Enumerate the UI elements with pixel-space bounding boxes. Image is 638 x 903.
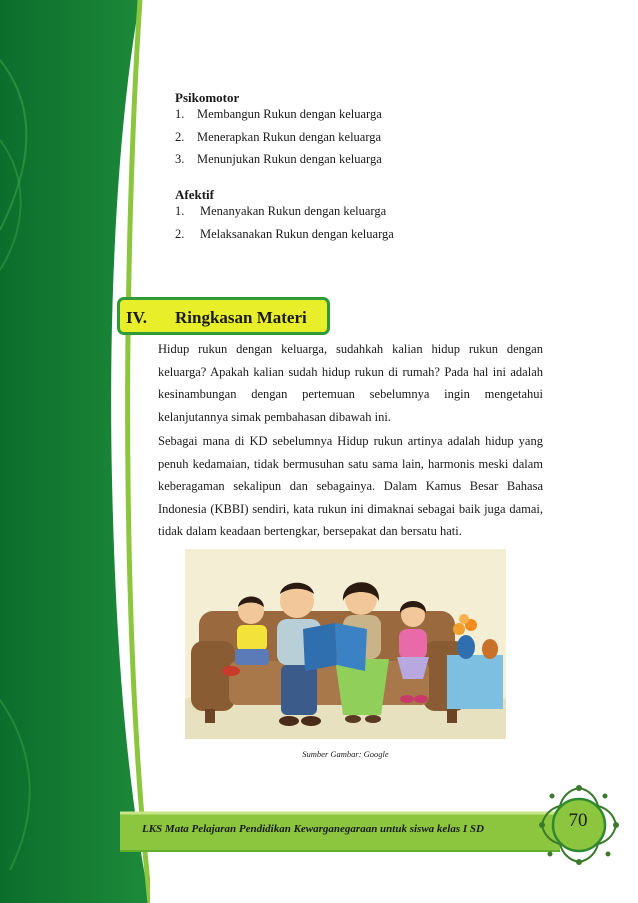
afektif-list bbox=[175, 200, 394, 245]
left-decorative-band bbox=[0, 0, 150, 903]
list-text: Membangun Rukun dengan keluarga bbox=[197, 107, 382, 121]
psikomotor-heading: Psikomotor bbox=[175, 90, 240, 105]
paragraph: Sebagai mana di KD sebelumnya Hidup rukun artinya adalah hidup yang penuh kedamaian, tidak bermusuhan satu sama lain, harmonis meski dalam keberagaman sekalipun dan sebagainya. Dalam Kamus Besar Bahasa Indonesia (KBBI) sendiri, kata rukun ini dimaknai sebagai baik juga damai, tidak dalam keadaan bertengkar, bersepakat dan bersatu hati. bbox=[158, 434, 543, 539]
section-number: IV. bbox=[126, 308, 147, 327]
footer-text: LKS Mata Pelajaran Pendidikan Kewarganegaraan untuk siswa kelas I SD bbox=[142, 823, 484, 835]
list-text: Menerapkan Rukun dengan keluarga bbox=[197, 129, 382, 144]
list-item bbox=[175, 200, 394, 223]
list-text: Menunjukan Rukun dengan keluarga bbox=[197, 152, 382, 166]
list-text: Melaksanakan Rukun dengan keluarga bbox=[200, 226, 394, 241]
list-item bbox=[175, 223, 394, 246]
afektif-heading: Afektif bbox=[175, 187, 214, 202]
list-number: 1. bbox=[175, 204, 185, 218]
paragraph: Hidup rukun dengan keluarga, sudahkah kalian hidup rukun dengan keluarga? Apakah kalian sudah hidup rukun di rumah? Pada hal ini adalah kesinambungan dengan pertemuan sebelumnya ingin mengetahui kelanjutannya simak pembahasan dibawah ini. bbox=[158, 342, 543, 424]
list-text: Menanyakan Rukun dengan keluarga bbox=[200, 204, 387, 218]
psikomotor-list bbox=[175, 103, 382, 171]
list-item bbox=[175, 126, 382, 149]
list-number: 2. bbox=[175, 129, 185, 144]
list-number: 1. bbox=[175, 107, 185, 121]
section-title-text: Ringkasan Materi bbox=[175, 308, 307, 327]
list-number: 3. bbox=[175, 152, 185, 166]
list-item bbox=[175, 103, 382, 126]
page-number: 70 bbox=[568, 810, 588, 831]
section-title bbox=[117, 297, 330, 335]
family-illustration bbox=[185, 549, 506, 739]
list-number: 2. bbox=[175, 226, 185, 241]
image-caption: Sumber Gambar: Google bbox=[302, 749, 389, 759]
family-reading-image bbox=[185, 549, 506, 739]
list-item bbox=[175, 148, 382, 171]
